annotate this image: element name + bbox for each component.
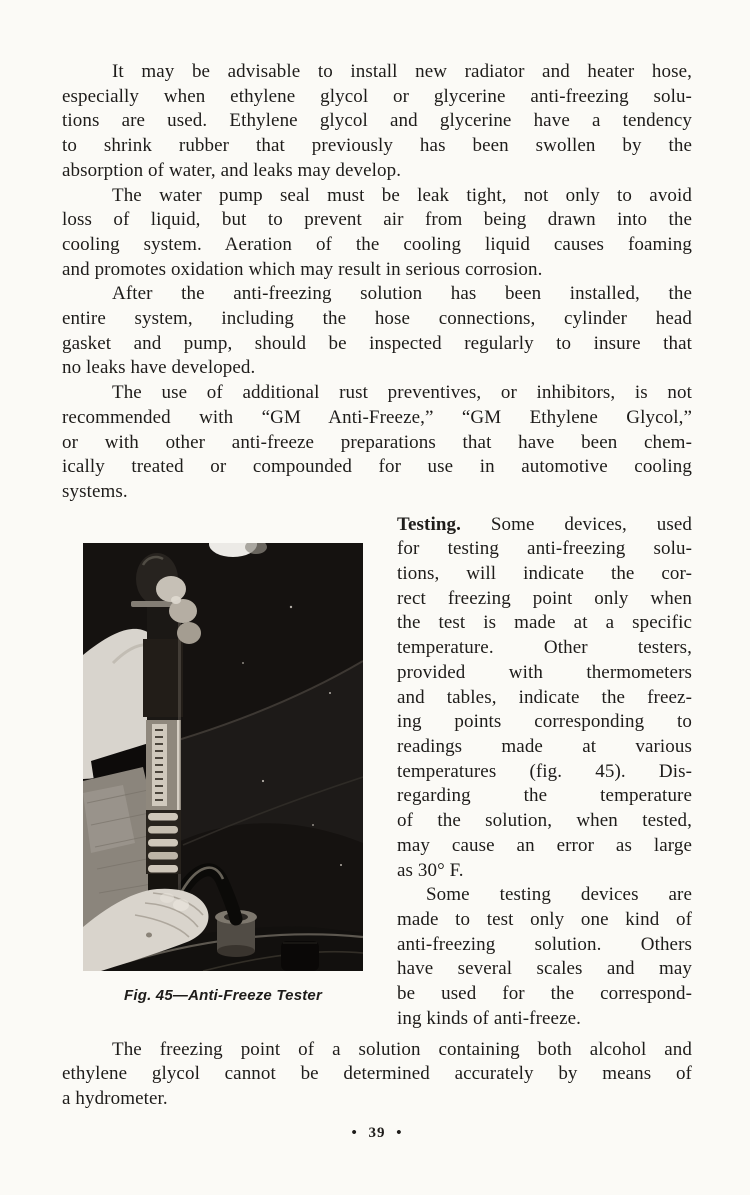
tester-tube	[143, 606, 183, 936]
text-line: cooling system. Aeration of the cooling liquid causes foaming	[62, 233, 692, 255]
paragraph-testing	[397, 513, 692, 884]
text-line: and tables, indicate the freez-	[397, 686, 692, 708]
paragraph-system-inspection	[62, 282, 692, 381]
text-line: absorption of water, and leaks may develop.	[62, 159, 402, 181]
text-line: recommended with “GM Anti-Freeze,” “GM Ethylene Glycol,”	[62, 406, 692, 428]
text-line: and promotes oxidation which may result in serious corrosion.	[62, 258, 543, 280]
text-line: systems.	[62, 480, 128, 502]
text-line: rect freezing point only when	[397, 587, 692, 609]
paragraph-testing-lines	[397, 537, 692, 883]
text-line: The use of additional rust preventives, or inhibitors, is not	[112, 382, 692, 404]
text-line: may cause an error as large	[397, 834, 692, 856]
text-line: for testing anti-freezing solu-	[397, 538, 692, 560]
paragraph-closing	[62, 1038, 692, 1112]
paragraph-testing-devices	[397, 883, 692, 1031]
paragraph-water-pump-seal	[62, 184, 692, 283]
text-column	[397, 513, 692, 1032]
text-line: temperature. Other testers,	[397, 637, 692, 659]
text-line: ing points corresponding to	[397, 711, 692, 733]
text-line: of the solution, when tested,	[397, 810, 692, 832]
ring	[146, 932, 152, 937]
page-content	[62, 60, 692, 1142]
paragraph-rust-preventives	[62, 381, 692, 505]
text-line: made to test only one kind of	[397, 908, 692, 930]
page-number: • 39 •	[351, 1124, 403, 1141]
text-line: Some testing devices are	[426, 884, 692, 906]
figure-caption: Fig. 45—Anti-Freeze Tester	[123, 986, 323, 1004]
text-line: The freezing point of a solution containing both alcohol and	[112, 1038, 692, 1060]
cap-knob	[281, 941, 319, 971]
testing-first-line: Some devices, used	[490, 513, 692, 535]
text-line: or with other anti-freeze preparations that have been chem-	[62, 431, 692, 453]
text-line: the test is made at a specific	[397, 612, 692, 634]
testing-heading: Testing.	[397, 513, 461, 535]
text-line: temperatures (fig. 45). Dis-	[397, 760, 692, 782]
text-line: tions are used. Ethylene glycol and glycerine have a tendency	[62, 110, 692, 132]
text-line: be used for the correspond-	[397, 983, 692, 1005]
glass-section	[146, 720, 181, 810]
figure-45	[83, 543, 363, 1004]
text-line: ethylene glycol cannot be determined accurately by means of	[62, 1063, 692, 1085]
text-line: readings made at various	[397, 735, 692, 757]
text-line: gasket and pump, should be inspected regularly to insure that	[62, 332, 692, 354]
text-line: loss of liquid, but to prevent air from being drawn into the	[62, 209, 692, 231]
figure-and-column-section	[62, 513, 692, 1032]
text-line	[397, 513, 692, 538]
text-line: no leaks have developed.	[62, 357, 256, 379]
text-line: provided with thermometers	[397, 661, 692, 683]
text-line: tions, will indicate the cor-	[397, 563, 692, 585]
text-line: After the anti-freezing solution has been installed, the	[112, 283, 692, 305]
text-line: anti-freezing solution. Others	[397, 933, 692, 955]
float-coil-section	[146, 810, 181, 874]
text-line: as 30° F.	[397, 859, 464, 881]
text-line: It may be advisable to install new radiator and heater hose,	[112, 61, 692, 82]
text-line: a hydrometer.	[62, 1088, 168, 1110]
paragraph-radiator-hose	[62, 60, 692, 184]
text-line: to shrink rubber that previously has been swollen by the	[62, 135, 692, 157]
text-line: entire system, including the hose connections, cylinder head	[62, 308, 692, 330]
text-line: especially when ethylene glycol or glycerine anti-freezing solu-	[62, 85, 692, 107]
anti-freeze-tester-photo	[83, 543, 363, 971]
text-line: ing kinds of anti-freeze.	[397, 1007, 581, 1029]
text-line: have several scales and may	[397, 958, 692, 980]
text-line: regarding the temperature	[397, 785, 692, 807]
text-line: The water pump seal must be leak tight, not only to avoid	[112, 184, 692, 206]
text-line: ically treated or compounded for use in automotive cooling	[62, 456, 692, 478]
